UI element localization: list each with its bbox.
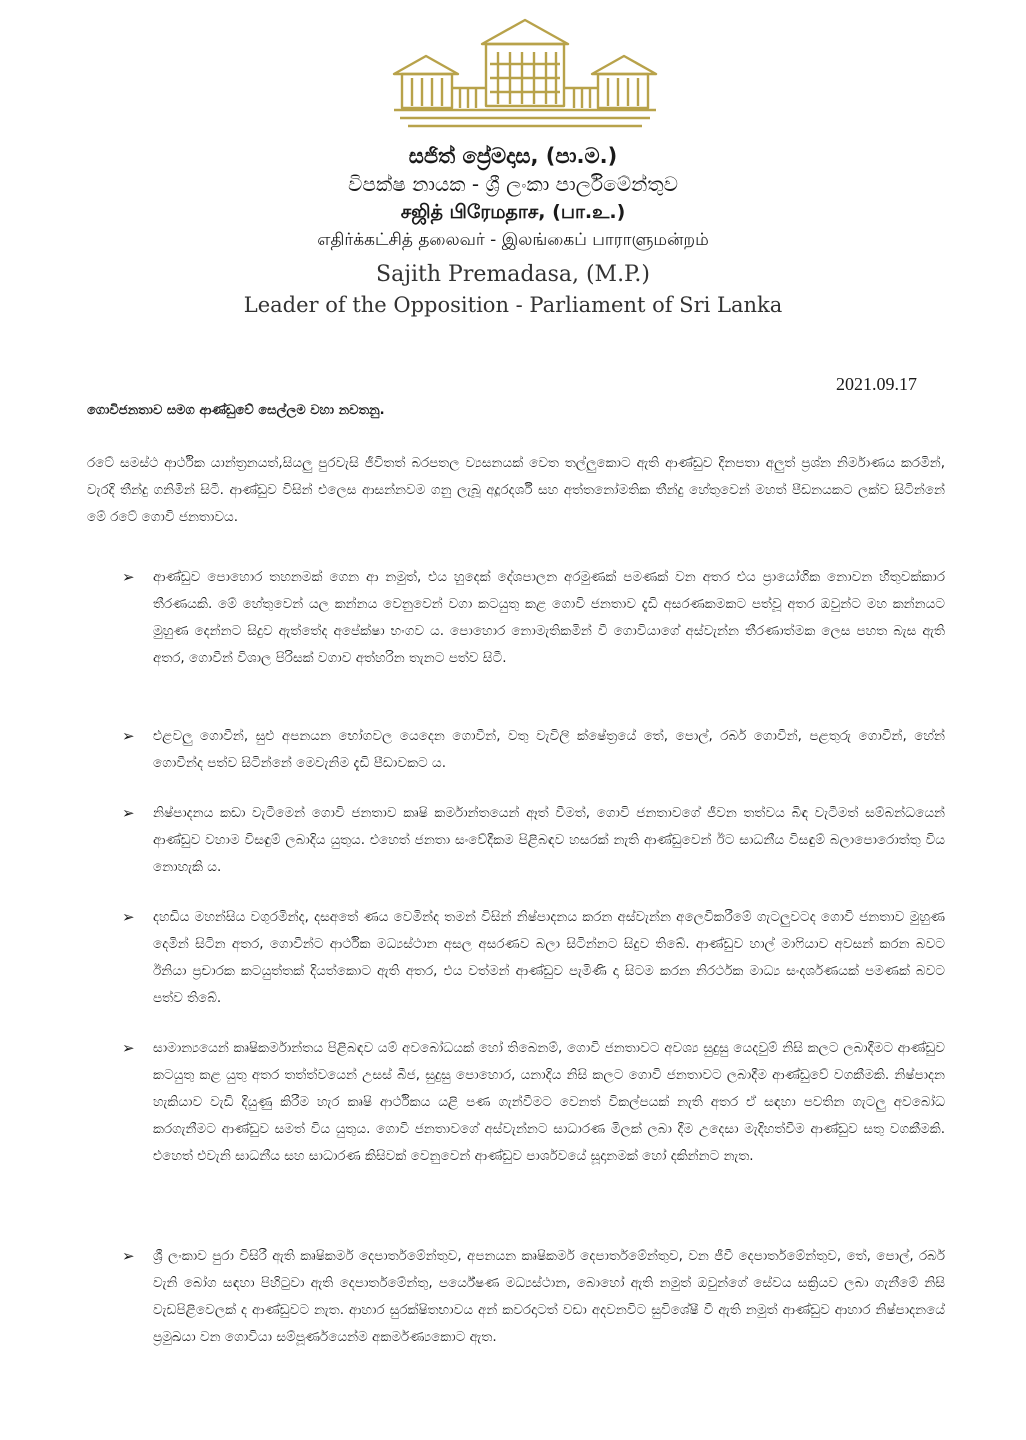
tamil-name: சஜித் பிரேமதாச, (பா.உ.)	[400, 201, 626, 223]
bullet-paragraph: ශ්‍රී ලංකාව පුරා විසිරී ඇති කෘෂිකර්ම දෙපාර්තමේන්තුව, අපනයන කෘෂිකර්ම දෙපාර්තමේන්තුව, වන ජීවී දෙපාර්තමේන්තුව, තේ, පොල්, රබර් වැනි බෝග සඳහා පිහිටුවා ඇති දෙපාර්තමේන්තු, පර්යේෂණ මධ්‍යස්ථාන, බොහෝ ඇති නමුත් ඔවුන්ගේ සේවය සක්‍රියව ලබා ගැනීමේ නිසි වැඩපිළිවෙලක් ද ආණ්ඩුවට නැත. ආහාර සුරක්ෂිතභාවය අන් කවරදාටත් වඩා අදවනවිට සුවිශේෂී වී ඇති නමුත් ආණ්ඩුව ආහාර නිෂ්පාදනයේ ප්‍රමුඛයා වන ගොවියා සම්පූර්ණයෙන්ම අකර්මණ්‍යකොට ඇත.	[153, 1248, 945, 1345]
bullet-arrow-icon: ➢	[122, 1039, 135, 1057]
parliament-logo-icon	[390, 14, 660, 132]
bullet-arrow-icon: ➢	[122, 568, 135, 586]
bullet-arrow-icon: ➢	[122, 727, 135, 745]
bullet-paragraph: එළවලු ගොවීන්, සුළු අපනයන භෝගවල යෙදෙන ගොවීන්, වතු වැවිලි ක්ෂේත්‍රයේ තේ, පොල්, රබර් ගොවීන්, පළතුරු ගොවීන්, හේන් ගොවීන්ද පත්ව සිටින්නේ මෙවැනිම දැඩි පීඩාවකට ය.	[153, 728, 945, 771]
bullet-arrow-icon: ➢	[122, 1247, 135, 1265]
english-title: Leader of the Opposition - Parliament of Sri Lanka	[243, 293, 783, 317]
letterhead	[0, 142, 1026, 320]
bullet-paragraph: නිෂ්පාදනය කඩා වැටීමෙන් ගොවි ජනතාව කෘෂි කර්මාන්තයෙන් ඈත් වීමත්, ගොවි ජනතාවගේ ජීවන තත්වය බිඳ වැටීමත් සම්බන්ධයෙන් ආණ්ඩුව වහාම විසඳුම් ලබාදිය යුතුය. එහෙත් ජනතා සංවේදීකම පිළිබඳව හසරක් නැති ආණ්ඩුවෙන් ඊට සාධනීය විසඳුම් බලාපොරොත්තු විය නොහැකි ය.	[153, 805, 945, 875]
document-date: 2021.09.17	[836, 374, 917, 394]
document-title: ගොවිජනතාව සමග ආණ්ඩුවේ සෙල්ලම වහා නවතනු.	[87, 403, 385, 418]
english-name: Sajith Premadasa, (M.P.)	[376, 262, 650, 287]
bullet-paragraph: ආණ්ඩුව පොහොර තහනමක් ගෙන ආ නමුත්, එය හුදෙක් දේශපාලන අරමුණක් පමණක් වන අතර එය ප්‍රායෝගික නොවන හිතුවක්කාර තීරණයකි. මේ හේතුවෙන් යල කන්නය වෙනුවෙන් වගා කටයුතු කළ ගොවි ජනතාව දැඩි අසරණකමකට පත්වූ අතර ඔවුන්ට මහ කන්නයට මුහුණ දෙන්නට සිදුව ඇත්තේද අපේක්ෂා භංගව ය. පොහොර නොමැතිකමින් වී ගොවියාගේ අස්වැන්න තීරණාත්මක ලෙස පහත බැස ඇති අතර, ගොවීන් විශාල පිරිසක් වගාව අත්හරින තැනට පත්ව සිටී.	[153, 569, 945, 666]
sinhala-name: සජිත් ප්‍රේමදාස, (පා.ම.)	[408, 144, 618, 168]
tamil-title: எதிர்க்கட்சித் தலைவர் - இலங்கைப் பாராளுமன்றம்	[317, 230, 709, 250]
bullet-arrow-icon: ➢	[122, 908, 135, 926]
bullet-paragraph: දහඩිය මහන්සිය වගුරමින්ද, දසඅතේ ණය වෙමින්ද තමන් විසින් නිෂ්පාදනය කරන අස්වැන්න අලෙවිකරීමේ ගැටලුවටද ගොවි ජනතාව මුහුණ දෙමින් සිටින අතර, ගොවීන්ට ආර්ථික මධ්‍යස්ථාන අසල අසරණව බලා සිටින්නට සිදුව තිබේ. ආණ්ඩුව හාල් මාෆියාව අවසන් කරන බවට ඊනියා ප්‍රචාරක කටයුත්තක් දියත්කොට ඇති අතර, එය වත්මන් ආණ්ඩුව පැමිණි දා සිටම කරන නිරර්ථක මාධ්‍ය සංදර්ශණයක් පමණක් බවට පත්ව තිබේ.	[153, 909, 945, 1006]
bullet-arrow-icon: ➢	[122, 804, 135, 822]
intro-paragraph: රටේ සමස්ථ ආර්ථික යාන්ත්‍රනයත්,සියලු පුරවැසි ජීවිතත් බරපතල ව්‍යසනයක් වෙත තල්ලුකොට ඇති ආණ්ඩුව දිනපතා අලුත් ප්‍රශ්න නිර්මාණය කරමින්, වැරදි තීන්දු ගනිමින් සිටී. ආණ්ඩුව විසින් එලෙස ආසන්නවම ගනු ලැබූ අදූරදර්ශී සහ අත්තනෝමතික තීන්දු හේතුවෙන් මහත් පීඩනයකට ලක්ව සිටින්නේ මේ රටේ ගොවි ජනතාවය.	[87, 455, 945, 525]
bullet-paragraph: සාමාන්‍යයෙන් කෘෂිකර්මාන්තය පිළිබඳව යම් අවබෝධයක් හෝ තිබෙනම්, ගොවි ජනතාවට අවශ්‍ය සුදුසු යෙදවුම් නිසි කලට ලබාදීමට ආණ්ඩුව කටයුතු කළ යුතු අතර තත්ත්වයෙන් උසස් බීජ, සුදුසු පොහොර, යනාදිය නිසි කලට ගොවි ජනතාවට ලබාදීම ආණ්ඩුවේ වගකීමකි. නිෂ්පාදන හැකියාව වැඩි දියුණු කිරීම හැර කෘෂි ආර්ථිකය යළි පණ ගැන්වීමට වෙනත් විකල්පයක් නැති අතර ඒ සඳහා පවතින ගැටලු අවබෝධ කරගැනීමට ආණ්ඩුව සමත් විය යුතුය. ගොවි ජනතාවගේ අස්වැන්නට සාධාරණ මිලක් ලබා දීම උදෙසා මැදිහත්වීම ආණ්ඩුව සතු වගකීමකි. එහෙත් එවැනි සාධනීය සහ සාධාරණ කිසිවක් වෙනුවෙන් ආණ්ඩුව පාර්ශවයේ සූදානමක් හෝ දකින්නට නැත.	[153, 1040, 945, 1164]
sinhala-title: විපක්ෂ නායක - ශ්‍රී ලංකා පාර්ලිමේන්තුව	[348, 172, 678, 196]
